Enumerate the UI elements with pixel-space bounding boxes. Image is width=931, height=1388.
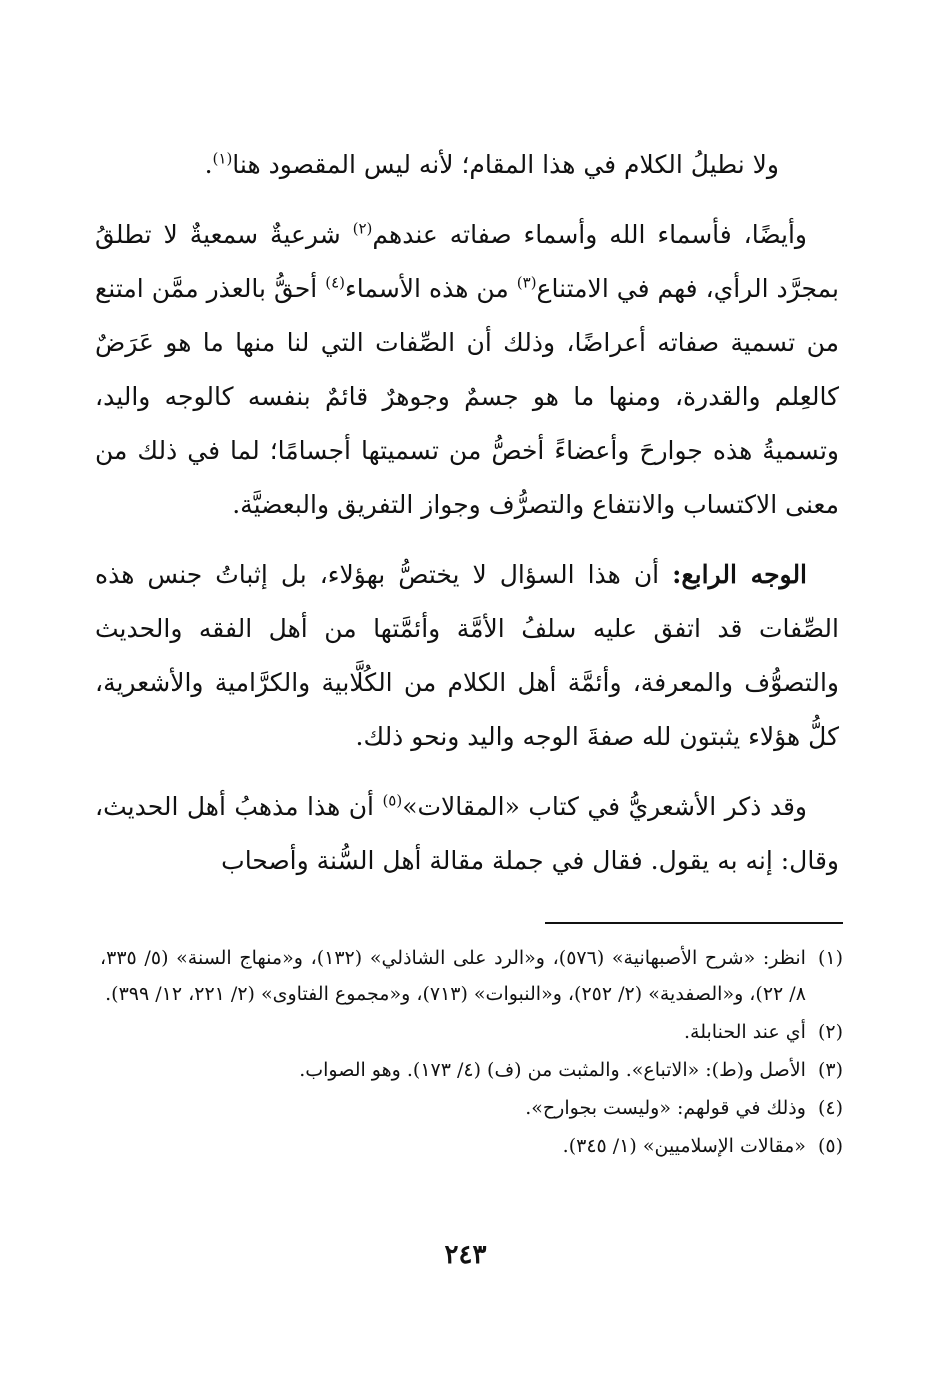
paragraph-text: أن هذا السؤال لا يختصُّ بهؤلاء، بل إثباتُ جنس هذه الصِّفات قد اتفق عليه سلفُ الأمَّة وأئمَّتها من أهل الفقه والحديث والتصوُّف والمعرفة، وأئمَّة أهل الكلام من الكُلَّابية والكرَّامية والأشعرية، كلُّ هؤلاء يثبتون لله صفةَ الوجه واليد ونحو ذلك. <box>95 560 839 751</box>
paragraph-text: شرعيةٌ سمعيةٌ لا تطلقُ بمجرَّد الرأي، فهم في الامتناع <box>95 220 839 303</box>
paragraph-1 <box>95 138 839 192</box>
footnote-number: (٣) <box>817 1059 843 1081</box>
paragraph-text-end: . <box>204 150 213 179</box>
footnote-number: (١) <box>817 947 843 969</box>
footnote-text: أي عند الحنابلة. <box>684 1021 806 1043</box>
main-text-body <box>95 138 839 904</box>
paragraph-3 <box>95 548 839 764</box>
footnote-3 <box>100 1052 843 1088</box>
footnote-number: (٢) <box>817 1021 843 1043</box>
footnote-1 <box>100 940 843 1012</box>
paragraph-2 <box>95 208 839 532</box>
paragraph-text: أن هذا مذهبُ أهل الحديث، وقال: إنه به يقول. فقال في جملة مقالة أهل السُّنة وأصحاب <box>95 792 839 875</box>
footnote-number: (٥) <box>817 1135 843 1157</box>
footnote-text: انظر: «شرح الأصبهانية» (٥٧٦)، و«الرد على الشاذلي» (١٣٢)، و«منهاج السنة» (٥/ ٣٣٥، ٨/ ٢٢)، و«الصفدية» (٢/ ٢٥٢)، و«النبوات» (٧١٣)، و«مجموع الفتاوى» (٢/ ٢٢١، ١٢/ ٣٩٩). <box>100 947 806 1005</box>
paragraph-text: وقد ذكر الأشعريُّ في كتاب «المقالات» <box>402 792 807 821</box>
footnotes-section <box>100 940 843 1166</box>
footnote-ref-1[interactable]: (١) <box>212 149 233 168</box>
footnote-2 <box>100 1014 843 1050</box>
footnote-5 <box>100 1128 843 1164</box>
footnote-number: (٤) <box>817 1097 843 1119</box>
paragraph-text: وأيضًا، فأسماء الله وأسماء صفاته عندهم <box>372 220 807 249</box>
footnote-divider <box>545 922 843 924</box>
paragraph-text: أحقُّ بالعذر ممَّن امتنع من تسمية صفاته أعراضًا، وذلك أن الصِّفات التي لنا منها ما هو عَرَضٌ كالعِلم والقدرة، ومنها ما هو جسمٌ وجوهرٌ قائمٌ بنفسه كالوجه واليد، وتسميةُ هذه جوارحَ وأعضاءً أخصُّ من تسميتها أجسامًا؛ لما في ذلك من معنى الاكتساب والانتفاع والتصرُّف وجواز التفريق والبعضيَّة. <box>95 274 839 519</box>
section-lead-heading: الوجه الرابع: <box>672 560 808 589</box>
footnote-ref-2[interactable]: (٢) <box>352 219 373 238</box>
footnote-ref-4[interactable]: (٤) <box>325 273 346 292</box>
page-number: ٢٤٣ <box>444 1240 487 1270</box>
footnote-text: «مقالات الإسلاميين» (١/ ٣٤٥). <box>562 1135 806 1157</box>
paragraph-4 <box>95 780 839 888</box>
footnote-ref-5[interactable]: (٥) <box>382 791 403 810</box>
footnote-ref-3[interactable]: (٣) <box>516 273 537 292</box>
footnote-4 <box>100 1090 843 1126</box>
footnote-text: الأصل و(ط): «الاتباع». والمثبت من (ف) (٤/ ١٧٣). وهو الصواب. <box>299 1059 806 1081</box>
footnote-text: وذلك في قولهم: «وليست بجوارح». <box>525 1097 806 1119</box>
paragraph-text: من هذه الأسماء <box>345 274 517 303</box>
paragraph-text: ولا نطيلُ الكلام في هذا المقام؛ لأنه ليس المقصود هنا <box>232 150 779 179</box>
